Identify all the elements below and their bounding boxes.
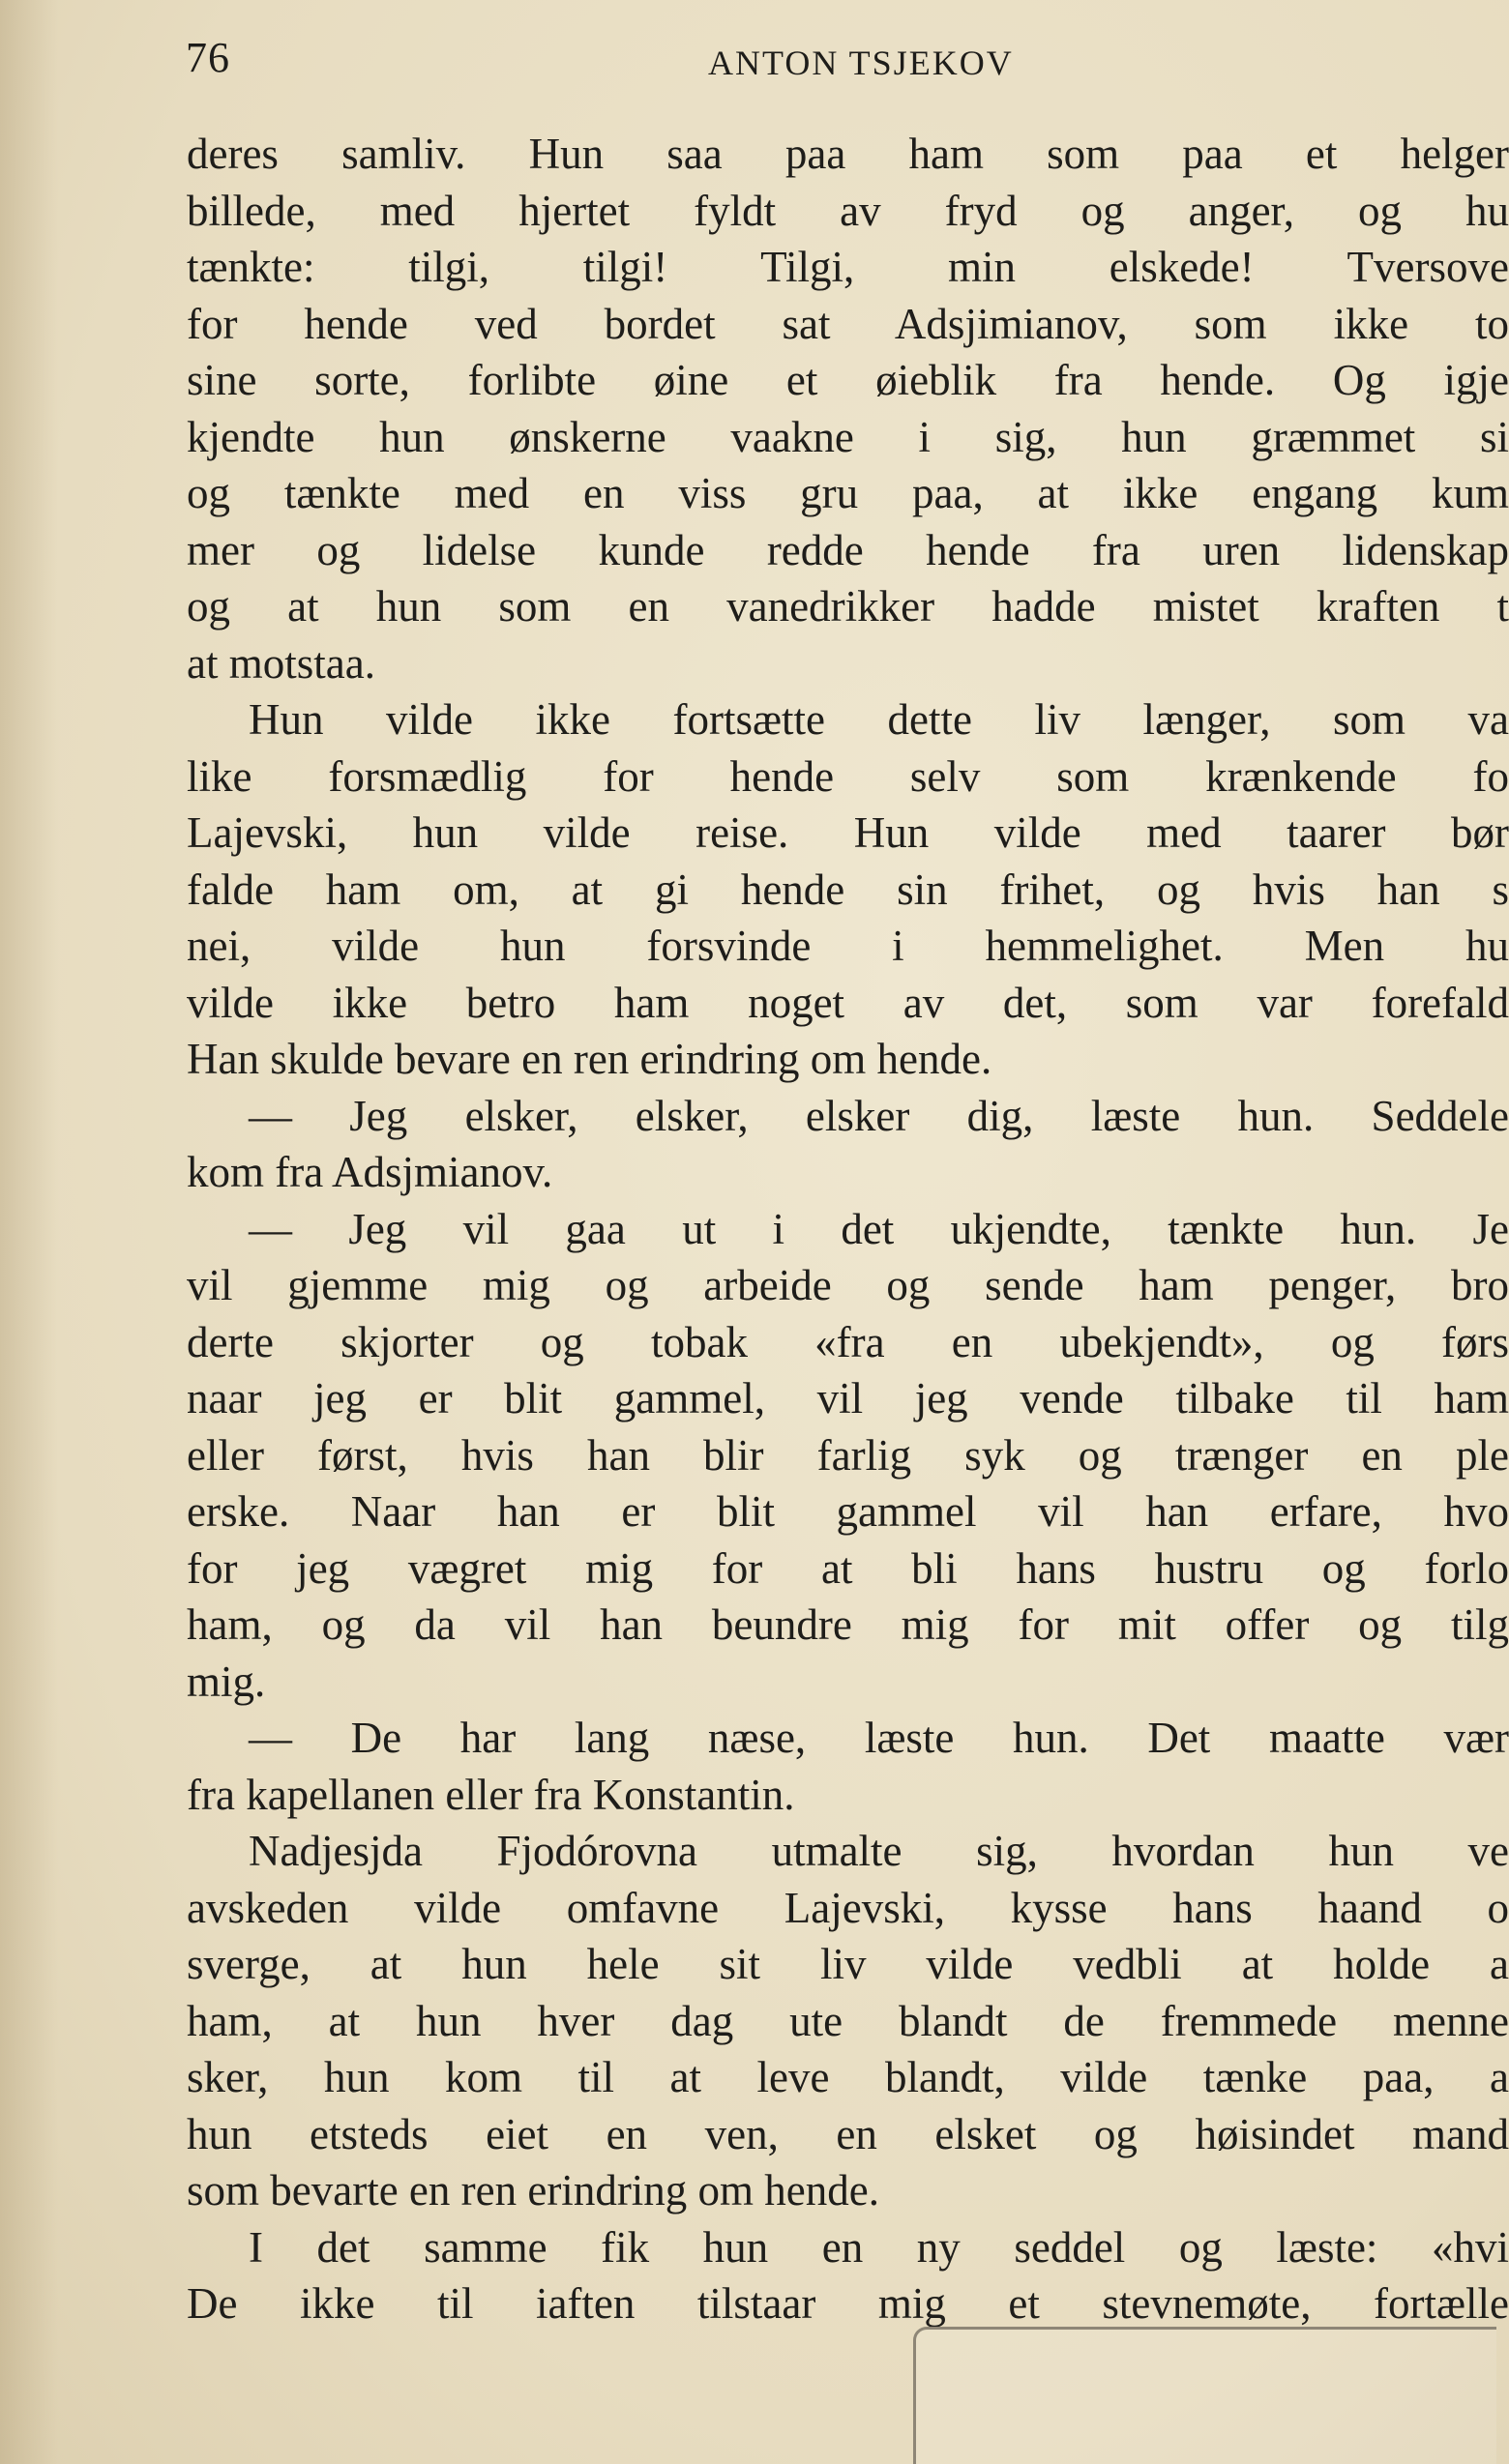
text-line: erske. Naar han er blit gammel vil han erfare, hvo [187, 1487, 1509, 1536]
text-line: billede, med hjertet fyldt av fryd og anger, og hu [187, 186, 1509, 235]
body-text [187, 126, 1509, 2331]
text-line: vil gjemme mig og arbeide og sende ham penger, bro [187, 1261, 1509, 1309]
text-line: falde ham om, at gi hende sin frihet, og hvis han s [187, 865, 1509, 914]
text-line: ham, og da vil han beundre mig for mit offer og tilg [187, 1600, 1509, 1649]
text-line: Nadjesjda Fjodórovna utmalte sig, hvordan hun ve [249, 1827, 1509, 1875]
text-line: Lajevski, hun vilde reise. Hun vilde med taarer bør [187, 808, 1509, 857]
text-line: derte skjorter og tobak «fra en ubekjendt», og førs [187, 1317, 1509, 1366]
text-line: mig. [187, 1657, 266, 1706]
text-line: Han skulde bevare en ren erindring om hende. [187, 1035, 992, 1083]
text-line: naar jeg er blit gammel, vil jeg vende tilbake til ham [187, 1374, 1509, 1423]
text-line: nei, vilde hun forsvinde i hemmelighet. Men hu [187, 922, 1509, 970]
text-line: for jeg vægret mig for at bli hans hustru og forlo [187, 1543, 1509, 1593]
text-line: tænkte: tilgi, tilgi! Tilgi, min elskede! Tversove [187, 243, 1509, 291]
text-line: at motstaa. [187, 638, 375, 688]
text-line: mer og lidelse kunde redde hende fra uren lidenskap [187, 525, 1509, 574]
text-line: kjendte hun ønskerne vaakne i sig, hun græmmet si [187, 412, 1509, 461]
text-line: avskeden vilde omfavne Lajevski, kysse hans haand o [187, 1883, 1509, 1932]
text-line: deres samliv. Hun saa paa ham som paa et helger [187, 130, 1509, 178]
text-line: sverge, at hun hele sit liv vilde vedbli at holde a [187, 1940, 1509, 1988]
text-line: kom fra Adsjmianov. [187, 1148, 553, 1196]
text-line: De ikke til iaften tilstaar mig et stevnemøte, fortælle [187, 2279, 1509, 2328]
text-line: og at hun som en vanedrikker hadde mistet kraften t [187, 582, 1509, 631]
text-line: I det samme fik hun en ny seddel og læste: «hvi [249, 2222, 1509, 2272]
text-line: sker, hun kom til at leve blandt, vilde tænke paa, a [187, 2053, 1509, 2101]
page-header [186, 33, 1509, 91]
text-line: — De har lang næse, læste hun. Det maatte vær [249, 1714, 1509, 1762]
text-line: og tænkte med en viss gru paa, at ikke engang kum [187, 469, 1509, 517]
text-line: — Jeg elsker, elsker, elsker dig, læste hun. Seddele [249, 1091, 1509, 1140]
text-line: hun etsteds eiet en ven, en elsket og høisindet mand [187, 2109, 1509, 2158]
running-head: ANTON TSJEKOV [708, 44, 1014, 82]
text-line: sine sorte, forlibte øine et øieblik fra hende. Og igje [187, 356, 1509, 404]
text-line: like forsmædlig for hende selv som krænkende fo [187, 751, 1509, 801]
text-line: fra kapellanen eller fra Konstantin. [187, 1770, 795, 1819]
text-line: eller først, hvis han blir farlig syk og trænger en ple [187, 1430, 1509, 1480]
text-line: Hun vilde ikke fortsætte dette liv længer, som va [249, 695, 1509, 744]
text-line: — Jeg vil gaa ut i det ukjendte, tænkte hun. Je [249, 1204, 1509, 1253]
text-line: vilde ikke betro ham noget av det, som var forefald [187, 978, 1509, 1027]
page-number: 76 [186, 34, 230, 81]
text-line: ham, at hun hver dag ute blandt de fremmede menne [187, 1996, 1509, 2045]
text-line: for hende ved bordet sat Adsjimianov, som ikke to [187, 299, 1509, 348]
page-cutout-frame [913, 2327, 1496, 2464]
text-line: som bevarte en ren erindring om hende. [187, 2166, 880, 2215]
